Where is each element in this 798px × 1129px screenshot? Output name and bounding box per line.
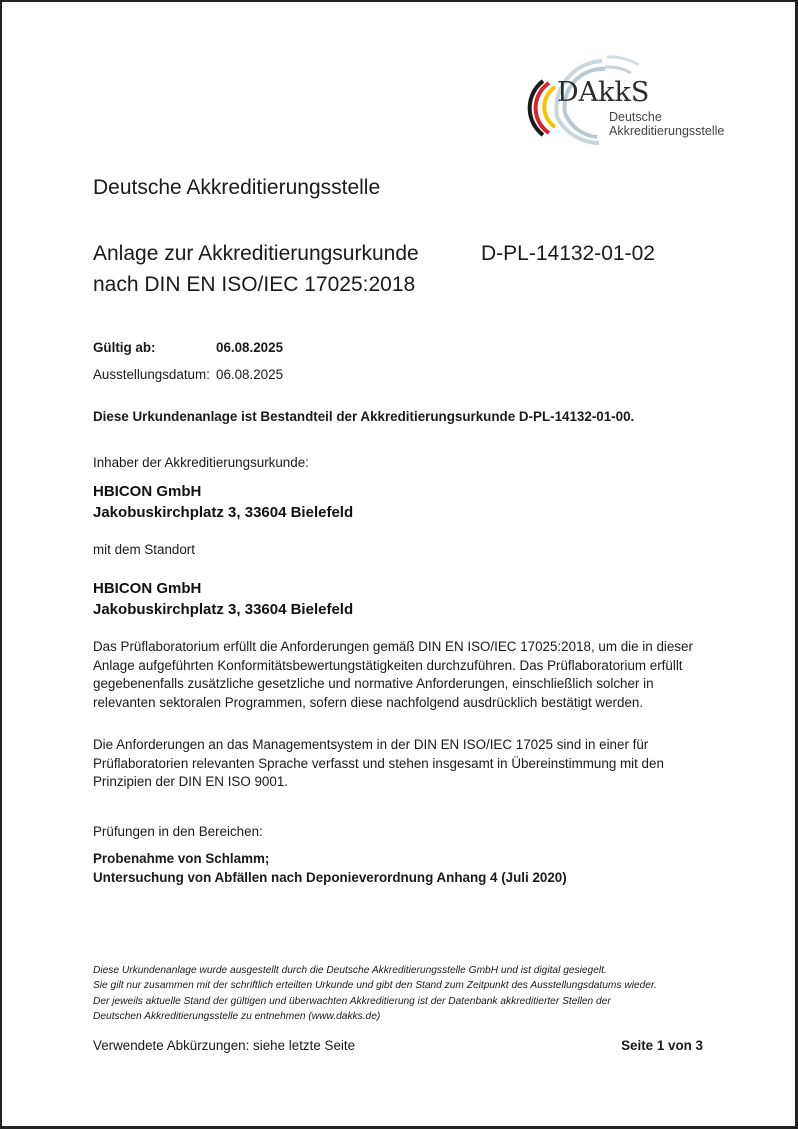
organization-name: Deutsche Akkreditierungsstelle bbox=[93, 176, 381, 199]
paragraph-line: gegebenenfalls zusätzliche gesetzliche und normative Anforderungen, einschließlich solcher in bbox=[93, 676, 654, 691]
abbreviations-note: Verwendete Abkürzungen: siehe letzte Seite bbox=[93, 1038, 356, 1053]
footnote-line: Deutschen Akkreditierungsstelle zu entnehmen (www.dakks.de) bbox=[93, 1010, 381, 1022]
logo-gold-arc bbox=[544, 87, 555, 127]
paragraph-line: Anlage aufgeführten Konformitätsbewertungstätigkeiten durchzuführen. Das Prüflaboratorium erfüllt bbox=[93, 657, 683, 673]
site-label: mit dem Standort bbox=[93, 542, 195, 557]
footnote-line: Sie gilt nur zusammen mit der schriftlich erteilten Urkunde und gibt den Stand zum Zeitpunkt des Ausstellungsdatums wieder. bbox=[93, 980, 657, 992]
site-name: HBICON GmbH bbox=[93, 580, 202, 597]
paragraph-line: Das Prüflaboratorium erfüllt die Anforderungen gemäß DIN EN ISO/IEC 17025:2018, um die in dieser bbox=[93, 639, 693, 654]
statement: Diese Urkundenanlage ist Bestandteil der Akkreditierungsurkunde D-PL-14132-01-00. bbox=[93, 409, 635, 424]
document-title-line1: Anlage zur Akkreditierungsurkunde bbox=[93, 242, 419, 265]
management-paragraph bbox=[93, 736, 723, 792]
document-number: D-PL-14132-01-02 bbox=[481, 242, 655, 265]
holder-address: Jakobuskirchplatz 3, 33604 Bielefeld bbox=[93, 504, 354, 521]
holder-name: HBICON GmbH bbox=[93, 483, 202, 500]
issue-date-label: Ausstellungsdatum: bbox=[93, 367, 210, 382]
site-address: Jakobuskirchplatz 3, 33604 Bielefeld bbox=[93, 601, 354, 618]
dakks-logo bbox=[527, 55, 732, 145]
page-number: Seite 1 von 3 bbox=[621, 1038, 703, 1053]
conformity-paragraph bbox=[93, 638, 723, 712]
logo-subtitle-line2: Akkreditierungsstelle bbox=[609, 124, 725, 138]
logo-brand: DAkkS bbox=[557, 77, 650, 108]
document-title-line2: nach DIN EN ISO/IEC 17025:2018 bbox=[93, 273, 416, 296]
paragraph-line: Prinzipien der DIN EN ISO 9001. bbox=[93, 774, 288, 789]
valid-from-label: Gültig ab: bbox=[93, 340, 156, 355]
footnote bbox=[93, 963, 657, 1024]
paragraph-line: Prüflaboratorien relevanten Sprache verfasst und stehen insgesamt in Übereinstimmung mit den bbox=[93, 755, 664, 771]
logo-subtitle-line1: Deutsche bbox=[609, 110, 662, 124]
scope-label: Prüfungen in den Bereichen: bbox=[93, 824, 263, 839]
valid-from-value: 06.08.2025 bbox=[216, 340, 284, 355]
scope-item: Untersuchung von Abfällen nach Deponieverordnung Anhang 4 (Juli 2020) bbox=[93, 870, 567, 885]
paragraph-line: relevanten sektoralen Programmen, sofern diese nachfolgend ausdrücklich bestätigt werden. bbox=[93, 694, 644, 710]
footnote-line: Der jeweils aktuelle Stand der gültigen und überwachten Akkreditierung ist der Datenbank akkreditierter Stellen der bbox=[93, 995, 611, 1007]
logo-subtitle bbox=[609, 110, 724, 138]
scope-item: Probenahme von Schlamm; bbox=[93, 851, 270, 866]
holder-label: Inhaber der Akkreditierungsurkunde: bbox=[93, 455, 309, 470]
paragraph-line: Die Anforderungen an das Managementsystem in der DIN EN ISO/IEC 17025 sind in einer für bbox=[93, 737, 649, 752]
issue-date-value: 06.08.2025 bbox=[216, 367, 284, 382]
footnote-line: Diese Urkundenanlage wurde ausgestellt durch die Deutsche Akkreditierungsstelle GmbH und ist digital gesiegelt. bbox=[93, 965, 607, 976]
